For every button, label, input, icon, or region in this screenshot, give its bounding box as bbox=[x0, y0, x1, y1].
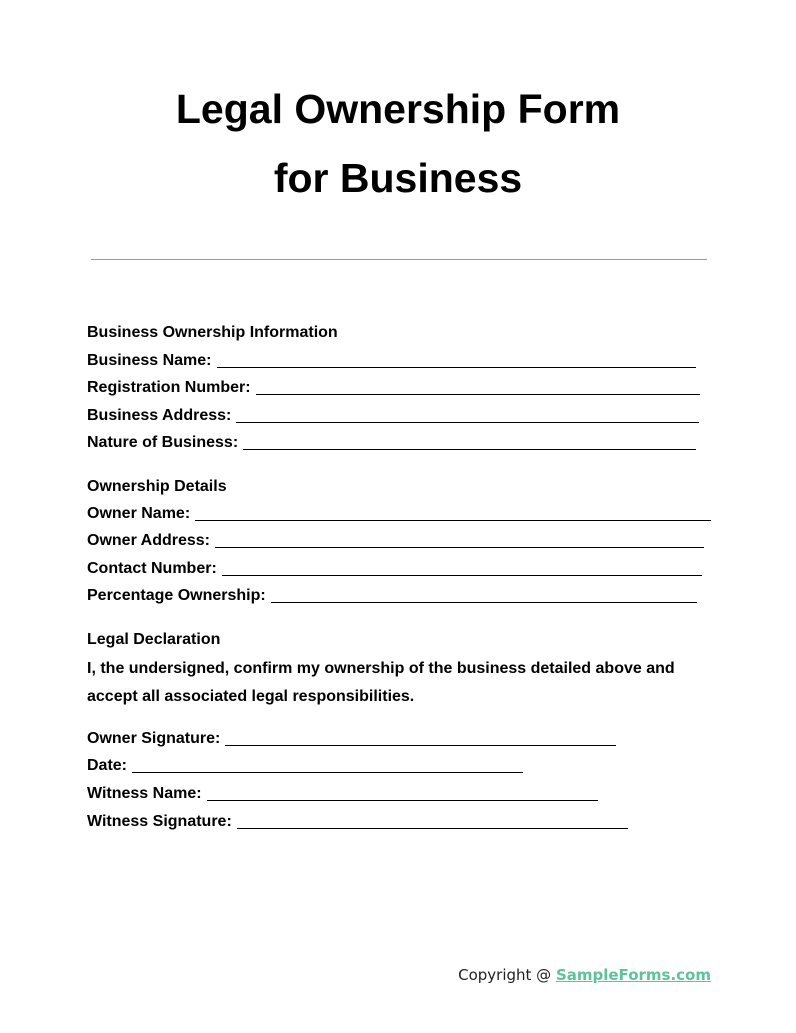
blank-line[interactable] bbox=[237, 827, 628, 829]
section-heading: Business Ownership Information bbox=[87, 324, 338, 341]
field-registration-number[interactable] bbox=[87, 378, 700, 398]
field-label: Registration Number: bbox=[87, 379, 251, 396]
field-owner-address[interactable] bbox=[87, 531, 704, 551]
field-owner-name[interactable] bbox=[87, 504, 711, 524]
blank-line[interactable] bbox=[217, 366, 697, 368]
field-label: Witness Signature: bbox=[87, 813, 232, 830]
field-witness-name[interactable] bbox=[87, 784, 598, 804]
field-label: Nature of Business: bbox=[87, 434, 239, 451]
field-label: Witness Name: bbox=[87, 785, 202, 802]
title-line-1: Legal Ownership Form bbox=[175, 86, 621, 132]
field-date[interactable] bbox=[87, 756, 523, 776]
blank-line[interactable] bbox=[222, 574, 702, 576]
blank-line[interactable] bbox=[236, 421, 699, 423]
field-contact-number[interactable] bbox=[87, 559, 702, 579]
field-label: Business Name: bbox=[87, 352, 212, 369]
section-heading: Legal Declaration bbox=[87, 631, 221, 648]
blank-line[interactable] bbox=[256, 393, 700, 395]
blank-line[interactable] bbox=[215, 546, 704, 548]
section-heading: Ownership Details bbox=[87, 478, 227, 495]
field-percentage-ownership[interactable] bbox=[87, 586, 697, 606]
divider bbox=[91, 259, 707, 260]
field-business-name[interactable] bbox=[87, 351, 696, 371]
blank-line[interactable] bbox=[195, 519, 711, 521]
field-witness-signature[interactable] bbox=[87, 812, 628, 832]
field-label: Contact Number: bbox=[87, 560, 217, 577]
field-nature-of-business[interactable] bbox=[87, 433, 696, 453]
field-label: Business Address: bbox=[87, 407, 232, 424]
field-owner-signature[interactable] bbox=[87, 729, 616, 749]
sampleforms-link[interactable]: SampleForms.com bbox=[555, 966, 711, 984]
field-label: Owner Name: bbox=[87, 505, 191, 522]
field-business-address[interactable] bbox=[87, 406, 699, 426]
copyright-prefix: Copyright @ bbox=[458, 966, 556, 984]
declaration-text: I, the undersigned, confirm my ownership of the business detailed above and accept all associated legal responsibilities. bbox=[87, 660, 675, 705]
blank-line[interactable] bbox=[243, 448, 696, 450]
blank-line[interactable] bbox=[271, 601, 697, 603]
field-label: Owner Signature: bbox=[87, 730, 221, 747]
title-line-2: for Business bbox=[273, 155, 523, 201]
blank-line[interactable] bbox=[225, 744, 616, 746]
blank-line[interactable] bbox=[132, 771, 523, 773]
field-label: Date: bbox=[87, 757, 128, 774]
copyright-footer bbox=[458, 966, 711, 984]
field-label: Owner Address: bbox=[87, 532, 210, 549]
blank-line[interactable] bbox=[207, 799, 598, 801]
field-label: Percentage Ownership: bbox=[87, 587, 266, 604]
